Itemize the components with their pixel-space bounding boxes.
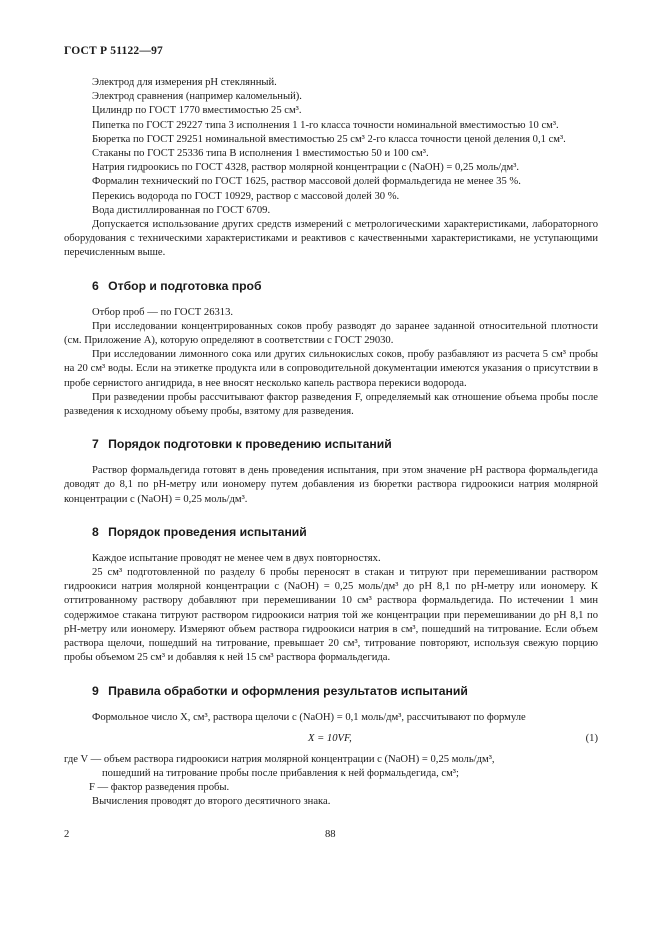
- formula-number: (1): [585, 732, 598, 744]
- equipment-item: Вода дистиллированная по ГОСТ 6709.: [92, 204, 271, 216]
- section-number: 9: [92, 683, 99, 698]
- section-number: 7: [92, 437, 99, 452]
- equipment-list: [64, 76, 598, 261]
- section-7-heading: [92, 437, 598, 452]
- paragraph: 25 см³ подготовленной по разделу 6 пробы переносят в стакан и титруют при перемешивании раствором гидроокиси натрия молярной концентрации c (NaOH) = 0,25 моль/дм³ до рН 8,1 по рН-метру или иономеру. К оттитрованному раствору добавляют при перемешивании 10 см³ раствора формальдегида. По истечении 1 мин содержимое стакана титруют раствором гидроокиси натрия той же концентрации при перемешивании до рН 8,1 по рН-метру или иономеру. Измеряют объем раствора гидроокиси натрия в см³, пошедший на титрование. Если объем раствора щелочи, пошедший на титрование, превышает 20 см³, титрование повторяют, используя свежую порцию пробы объемом 25 см³ и добавляя к ней 15 см³ раствора формальдегида.: [64, 567, 598, 664]
- equipment-item: Натрия гидроокись по ГОСТ 4328, раствор молярной концентрации c (NaOH) = 0,25 моль/дм³.: [92, 162, 520, 174]
- legend-line: F — фактор разведения пробы.: [89, 782, 230, 794]
- paragraph: При исследовании концентрированных соков пробу разводят до заранее заданной относительной плотности (см. Приложение А), которую определяют в соответствии с ГОСТ 29030.: [64, 320, 598, 347]
- document-body: [64, 76, 598, 810]
- page-number-center: 88: [325, 829, 336, 840]
- page-number-left: 2: [64, 829, 70, 840]
- section-title: Порядок проведения испытаний: [108, 524, 307, 539]
- paragraph: Каждое испытание проводят не менее чем в двух повторностях.: [92, 552, 381, 564]
- section-title: Правила обработки и оформления результатов испытаний: [108, 683, 468, 698]
- section-title: Порядок подготовки к проведению испытаний: [108, 437, 392, 452]
- legend-line: пошедший на титрование пробы после прибавления к ней формальдегида, см³;: [102, 767, 459, 779]
- equipment-item: Бюретка по ГОСТ 29251 номинальной вместимостью 25 см³ 2-го класса точности ценой деления 0,1 см³.: [92, 133, 566, 145]
- equipment-item: Пипетка по ГОСТ 29227 типа 3 исполнения 1 1-го класса точности номинальной вместимостью 10 см³.: [92, 119, 559, 131]
- section-title: Отбор и подготовка проб: [108, 278, 262, 293]
- equipment-item: Формалин технический по ГОСТ 1625, раствор массовой долей формальдегида не менее 35 %.: [92, 176, 521, 188]
- section-number: 8: [92, 524, 99, 539]
- document-header: ГОСТ Р 51122—97: [64, 45, 163, 57]
- section-number: 6: [92, 278, 99, 293]
- equipment-item: Перекись водорода по ГОСТ 10929, раствор с массовой долей 30 %.: [92, 190, 400, 202]
- equipment-item: Цилиндр по ГОСТ 1770 вместимостью 25 см³.: [92, 105, 302, 117]
- section-8-heading: [92, 525, 598, 540]
- equipment-item: Стаканы по ГОСТ 25336 типа В исполнения 1 вместимостью 50 и 100 см³.: [92, 148, 429, 160]
- paragraph: При разведении пробы рассчитывают фактор разведения F, определяемый как отношение объема пробы после разведения к исходному объему пробы, взятому для разведения.: [64, 391, 598, 418]
- paragraph: Формольное число X, см³, раствора щелочи c (NaOH) = 0,1 моль/дм³, рассчитывают по формуле: [92, 711, 526, 723]
- formula-row: [64, 729, 598, 751]
- legend-line: где V — объем раствора гидроокиси натрия молярной концентрации c (NaOH) = 0,25 моль/дм³,: [64, 753, 495, 765]
- formula: X = 10VF,: [308, 732, 352, 744]
- paragraph: Вычисления проводят до второго десятичного знака.: [92, 796, 331, 808]
- section-9-heading: [92, 684, 598, 699]
- equipment-item: Электрод сравнения (например каломельный).: [92, 91, 302, 103]
- equipment-item: Электрод для измерения рН стеклянный.: [92, 77, 277, 88]
- paragraph: Отбор проб — по ГОСТ 26313.: [92, 306, 234, 318]
- equipment-note: Допускается использование других средств измерений с метрологическими характеристиками, лабораторного оборудования с техническими характеристиками и реактивов с качественными характеристиками, не уступающими перечисленным выше.: [64, 219, 598, 259]
- paragraph: При исследовании лимонного сока или других сильнокислых соков, пробу разбавляют из расчета 5 см³ пробы на 20 см³ воды. Если на этикетке продукта или в сопроводительной документации имеются указания о присутствии в пробе сернистого ангидрида, в нее вносят несколько капель раствора перекиси водорода.: [64, 349, 598, 389]
- paragraph: Раствор формальдегида готовят в день проведения испытания, при этом значение рН раствора формальдегида доводят до 8,1 по рН-метру или иономеру путем добавления из бюретки раствора гидроокиси натрия молярной концентрации c (NaOH) = 0,25 моль/дм³.: [64, 465, 598, 505]
- section-6-heading: [92, 279, 598, 294]
- formula-legend: [64, 753, 598, 796]
